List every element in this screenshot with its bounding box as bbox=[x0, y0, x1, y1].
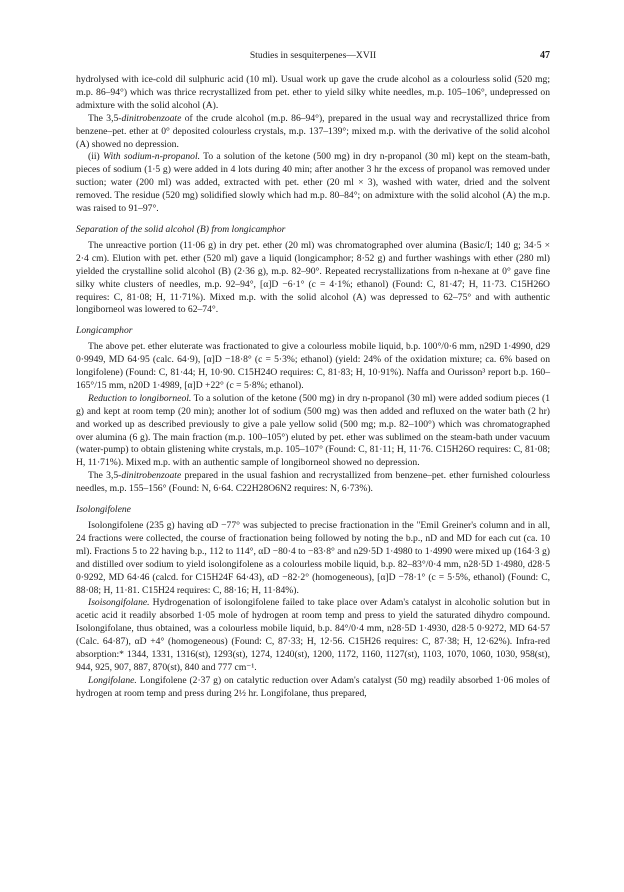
paragraph-isolongifolene: Isolongifolene (235 g) having αD −77° was subjected to precise fractionation in the "Emil Greiner's column and in all, 24 fractions were collected, the course of fractionation being followed by noting the b.p., nD and MD for each cut (ca. 10 ml). Fractions 5 to 22 having b.p., 112 to 114°, αD −80·4 to −83·8° and n29·5D 1·4980 to 1·4990 were mixed up (164·3 g) and distilled over sodium to yield isolongifolene as a colourless mobile liquid, b.p. 82–83°/0·4 mm, n28·5D 1·4980, d28·5 0·9292, MD 64·46 (calcd. for C15H24F 64·43), αD −82·2° (homogeneous), [α]D −78·1° (c = 5·5%, ethanol) (Found: C, 88·08; H, 11·81. C15H24 requires: C, 88·16; H, 11·84%). bbox=[76, 520, 550, 596]
text-rest: Hydrogenation of isolongifolene failed to take place over Adam's catalyst in alcoholic solution but in acetic acid it readily absorbed 1·05 mole of hydrogen at room temp and press to yield the saturated dihydro compound. Isolongifolane, thus obtained, was a colourless mobile liquid, b.p. 84°/0·4 mm, n28·5D 1·4930, d28·5 0·9272, MD 64·57 (Calc. 64·87), αD +4° (homogeneous) (Found: C, 87·33; H, 12·56. C15H26 requires: C, 87·38; H, 12·62%). Infra-red absorption:* 1344, 1331, 1316(st), 1293(st), 1274, 1240(st), 1200, 1172, 1160, 1127(st), 1103, 1070, 1060, 1030, 958(st), 944, 925, 907, 887, 870(st), 840 and 777 cm⁻¹. bbox=[76, 597, 550, 673]
text-lead: (ii) bbox=[88, 151, 104, 163]
text-italic: dinitrobenzoate bbox=[121, 112, 182, 124]
text-italic: Longifolane. bbox=[88, 674, 137, 686]
paragraph-hydrolysis: hydrolysed with ice-cold dil sulphuric acid (10 ml). Usual work up gave the crude alcohol as a colourless solid (520 mg; m.p. 86–94°) which was thrice recrystallized from pet. ether to yield silky white needles, m.p. 105–106°, undepressed on admixture with the solid alcohol (A). bbox=[76, 74, 550, 111]
running-head bbox=[76, 50, 550, 64]
page-number: 47 bbox=[540, 50, 550, 61]
text-rest: To a solution of the ketone (500 mg) in dry n-propanol (30 ml) were added sodium pieces (1 g) and kept at room temp (20 min); another lot of sodium (500 mg) was then added and refluxed on the water bath (2 hr) and worked up as described previously to give a pale yellow solid (500 mg; m.p. 82–100°) which was chromatographed over alumina (6 g). The main fraction (m.p. 100–105°) eluted by pet. ether was sublimed on the steam-bath under vacuum (water-pump) to obtain glistening white crystals, m.p. 105–107° (Found: C, 81·11; H, 11·76. C15H26O requires: C, 81·08; H, 11·71%). Mixed m.p. with an authentic sample of longiborneol showed no depression. bbox=[76, 392, 550, 469]
paragraph-dinitrobenzoate-b bbox=[76, 470, 550, 496]
section-heading-separation: Separation of the solid alcohol (B) from longicamphor bbox=[76, 223, 286, 235]
text-rest: To a solution of the ketone (500 mg) in dry n-propanol (30 ml) kept on the steam-bath, pieces of sodium (1·5 g) were added in 4 lots during 40 min; after another 3 hr the excess of propanol was removed under suction; water (200 ml) was added, extracted with pet. ether (20 ml × 3), washed with water, dried and the solvent removed. The residue (520 mg) solidified slowly which had m.p. 80–84°; on admixture with the solid alcohol (A) the m.p. was raised to 91–97°. bbox=[76, 151, 550, 215]
text-lead: The 3,5- bbox=[88, 470, 122, 482]
text-italic: With sodium-n-propanol. bbox=[103, 151, 201, 163]
section-heading-isolongifolene: Isolongifolene bbox=[76, 504, 131, 516]
paragraph-reduction bbox=[76, 393, 550, 470]
paragraph-longicamphor: The above pet. ether eluterate was fractionated to give a colourless mobile liquid, b.p. 100°/0·6 mm, n29D 1·4990, d29 0·9949, MD 64·95 (calc. 64·9), [α]D −18·8° (c = 5·3%; ethanol) (yield: 24% of the oxidation mixture; ca. 6% based on longifolene) (Found: C, 81·44; H, 10·90. C15H24O requires: C, 81·83; H, 10·91%). Naffa and Ourisson³ report b.p. 160–165°/15 mm, n20D 1·4989, [α]D +22° (c = 5·8%; ethanol). bbox=[76, 341, 550, 391]
text-rest: prepared in the usual fashion and recrystallized from benzene–pet. ether furnished colourless needles, m.p. 155–156° (Found: N, 6·64. C22H28O6N2 requires: N, 6·73%). bbox=[76, 470, 550, 495]
text-rest: of the crude alcohol (m.p. 86–94°), prepared in the usual way and recrystallized thrice from benzene–pet. ether at 0° deposited colourless crystals, m.p. 137–139°; mixed m.p. with the derivative of the solid alcohol (A) showed no depression. bbox=[76, 112, 550, 150]
text-italic: Isoisongifolane. bbox=[88, 597, 150, 609]
paragraph-separation: The unreactive portion (11·06 g) in dry pet. ether (20 ml) was chromatographed over alumina (Basic/I; 140 g; 34·5 × 2·4 cm). Elution with pet. ether (520 ml) gave a liquid (longicamphor; 8·52 g) and further washings with ether (280 ml) yielded the crystalline solid alcohol (B) (2·36 g), m.p. 82–90°. Repeated recrystallizations from n-hexane at 0° gave fine silky white clusters of needles, m.p. 92–94°, [α]D −6·1° (c = 4·1%; ethanol) (Found: C, 81·47; H, 11·73. C15H26O requires: C, 81·08; H, 11·71%). Mixed m.p. with the solid alcohol (A) was depressed to 62–75° and with authentic longiborneol was lowered to 62–74°. bbox=[76, 239, 550, 316]
paragraph-longifolane bbox=[76, 675, 550, 701]
paragraph-sodium-propanol bbox=[76, 151, 550, 216]
paragraph-dinitrobenzoate-a bbox=[76, 113, 550, 152]
document-page bbox=[76, 50, 550, 701]
text-lead: The 3,5- bbox=[88, 112, 122, 124]
text-italic: dinitrobenzoate bbox=[121, 470, 182, 482]
text-italic: Reduction to longiborneol. bbox=[88, 392, 192, 404]
paragraph-isolongifolane bbox=[76, 597, 550, 674]
running-title: Studies in sesquiterpenes—XVII bbox=[249, 50, 377, 61]
section-heading-longicamphor: Longicamphor bbox=[76, 325, 133, 337]
text-rest: Longifolene (2·37 g) on catalytic reduction over Adam's catalyst (50 mg) readily absorbed 1·06 moles of hydrogen at room temp and press during 2½ hr. Longifolane, thus prepared, bbox=[76, 674, 550, 699]
